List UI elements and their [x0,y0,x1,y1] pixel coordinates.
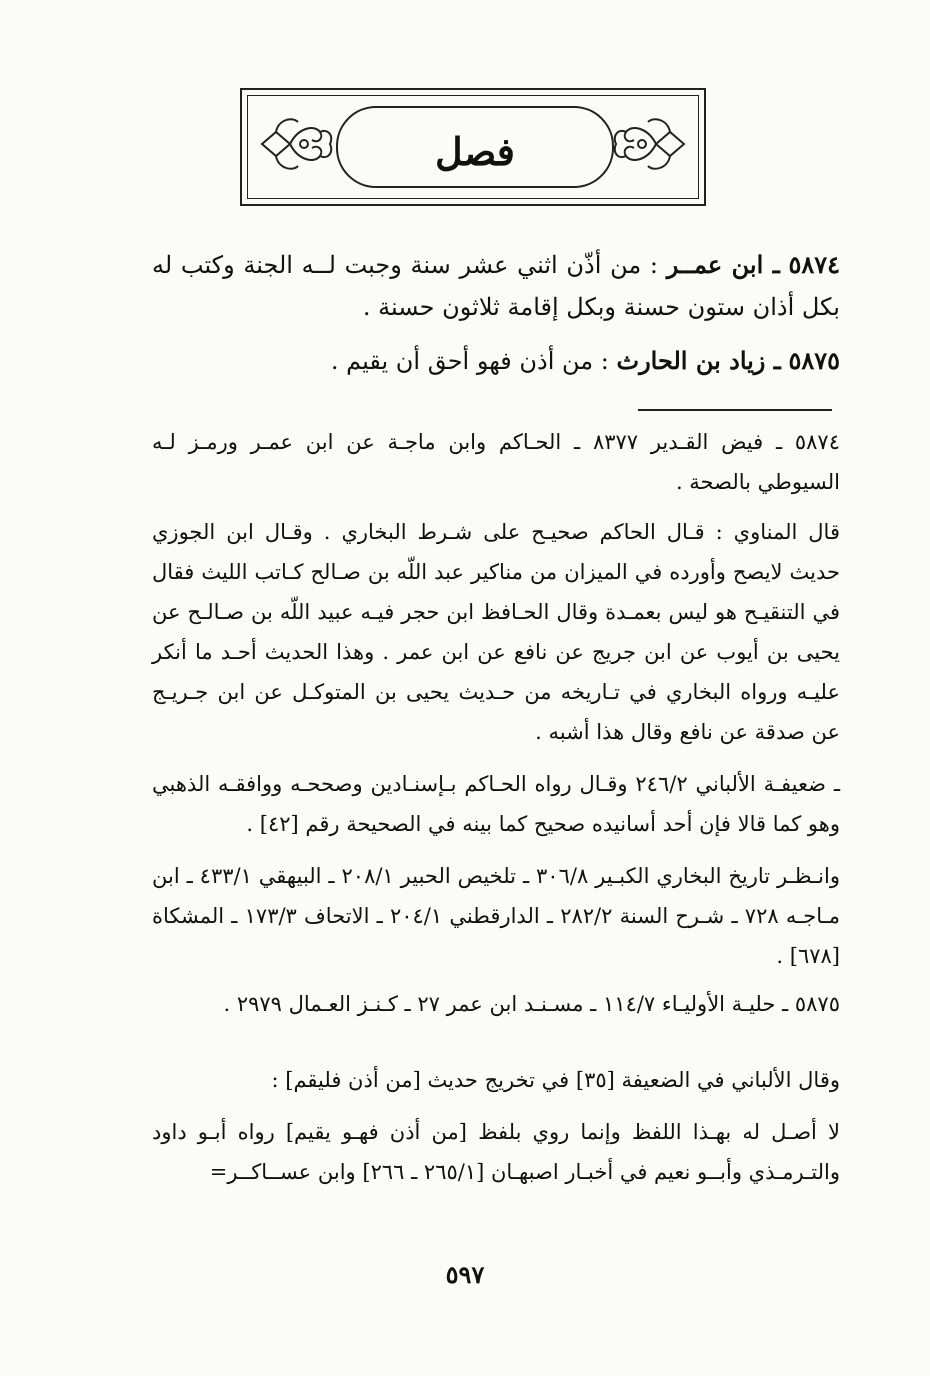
chapter-title: فصل [435,129,515,174]
entry-number: ٥٨٧٥ [788,346,840,375]
hadith-entry: ٥٨٧٤ ـ ابن عمــر : من أذّن اثني عشر سنة وجبت لــه الجنة وكتب له بكل أذان ستون حسنة وبكل إقامة ثلاثون حسنة . [152,250,840,321]
page-number: ٥٩٧ [445,1260,485,1289]
arabesque-ornament-icon [608,110,688,178]
entry-narrator: ابن عمــر [666,250,764,279]
chapter-heading-frame [240,88,706,206]
title-cartouche [336,106,614,188]
footnote-paragraph: ٥٨٧٥ ـ حليـة الأوليـاء ١١٤/٧ ـ مسـنـد ابن عمر ٢٧ ـ كـنـز العـمال ٢٩٧٩ . [223,992,840,1016]
entry-text: من أذّن اثني عشر سنة وجبت لــه الجنة وكتب له بكل أذان ستون حسنة وبكل إقامة ثلاثون حسنة . [152,251,840,321]
entry-text: من أذن فهو أحق أن يقيم . [330,347,594,375]
footnote-paragraph: ٥٨٧٤ ـ فيض القـدير ٨٣٧٧ ـ الحـاكم وابن ماجـة عن ابن عمـر ورمـز لـه السيوطي بالصحة . [152,430,840,494]
footnote-paragraph: وقال الألباني في الضعيفة [٣٥] في تخريج حديث [من أذن فليقم] : [271,1068,840,1092]
arabesque-ornament-icon [258,110,338,178]
footnote-separator [638,409,832,411]
entry-narrator: زياد بن الحارث [616,346,766,375]
heading-inner-border [247,95,699,199]
hadith-entry: ٥٨٧٥ ـ زياد بن الحارث : من أذن فهو أحق أن يقيم . [330,346,840,375]
footnote-paragraph: وانـظـر تاريخ البخاري الكبـير ٣٠٦/٨ ـ تلخيص الحبير ٢٠٨/١ ـ البيهقي ٤٣٣/١ ـ ابن مـاجـه ٧٢٨ ـ شـرح السنة ٢٨٢/٢ ـ الدارقطني ٢٠٤/١ ـ الاتحاف ١٧٣/٣ ـ المشكاة [٦٧٨] . [152,864,841,968]
footnote-paragraph: قال المناوي : قـال الحاكم صحيـح على شـرط البخاري . وقـال ابن الجوزي حديث لايصح وأورده في الميزان من مناكير عبد اللّه بن صـالح كـاتب الليث فقال في التنقيـح هو ليس بعمـدة وقال الحـافظ ابن حجر فيـه عبيد اللّه بن صـالـح عن يحيى بن أيوب عن ابن جريج عن نافع عن ابن عمر . وهذا الحديث أحـد ما أنكر عليـه ورواه البخاري في تـاريخه من حـديث يحيى بن المتوكـل عن ابن جـريـج عن صدقة عن نافع وقال هذا أشبه . [152,520,840,744]
entry-number: ٥٨٧٤ [788,250,840,279]
footnote-paragraph: ـ ضعيفـة الألباني ٢٤٦/٢ وقـال رواه الحـاكم بـإسنـادين وصححـه ووافقـه الذهبي وهو كما قالا فإن أحد أسانيده صحيح كما بينه في الصحيحة رقم [٤٢] . [152,772,840,836]
footnote-paragraph: لا أصـل له بهـذا اللفظ وإنما روي بلفظ [من أذن فهـو يقيم] رواه أبـو داود والتـرمـذي وأبــو نعيم في أخبـار اصبهـان [٢٦٥/١ ـ ٢٦٦] وابن عســاكــر= [152,1120,840,1184]
